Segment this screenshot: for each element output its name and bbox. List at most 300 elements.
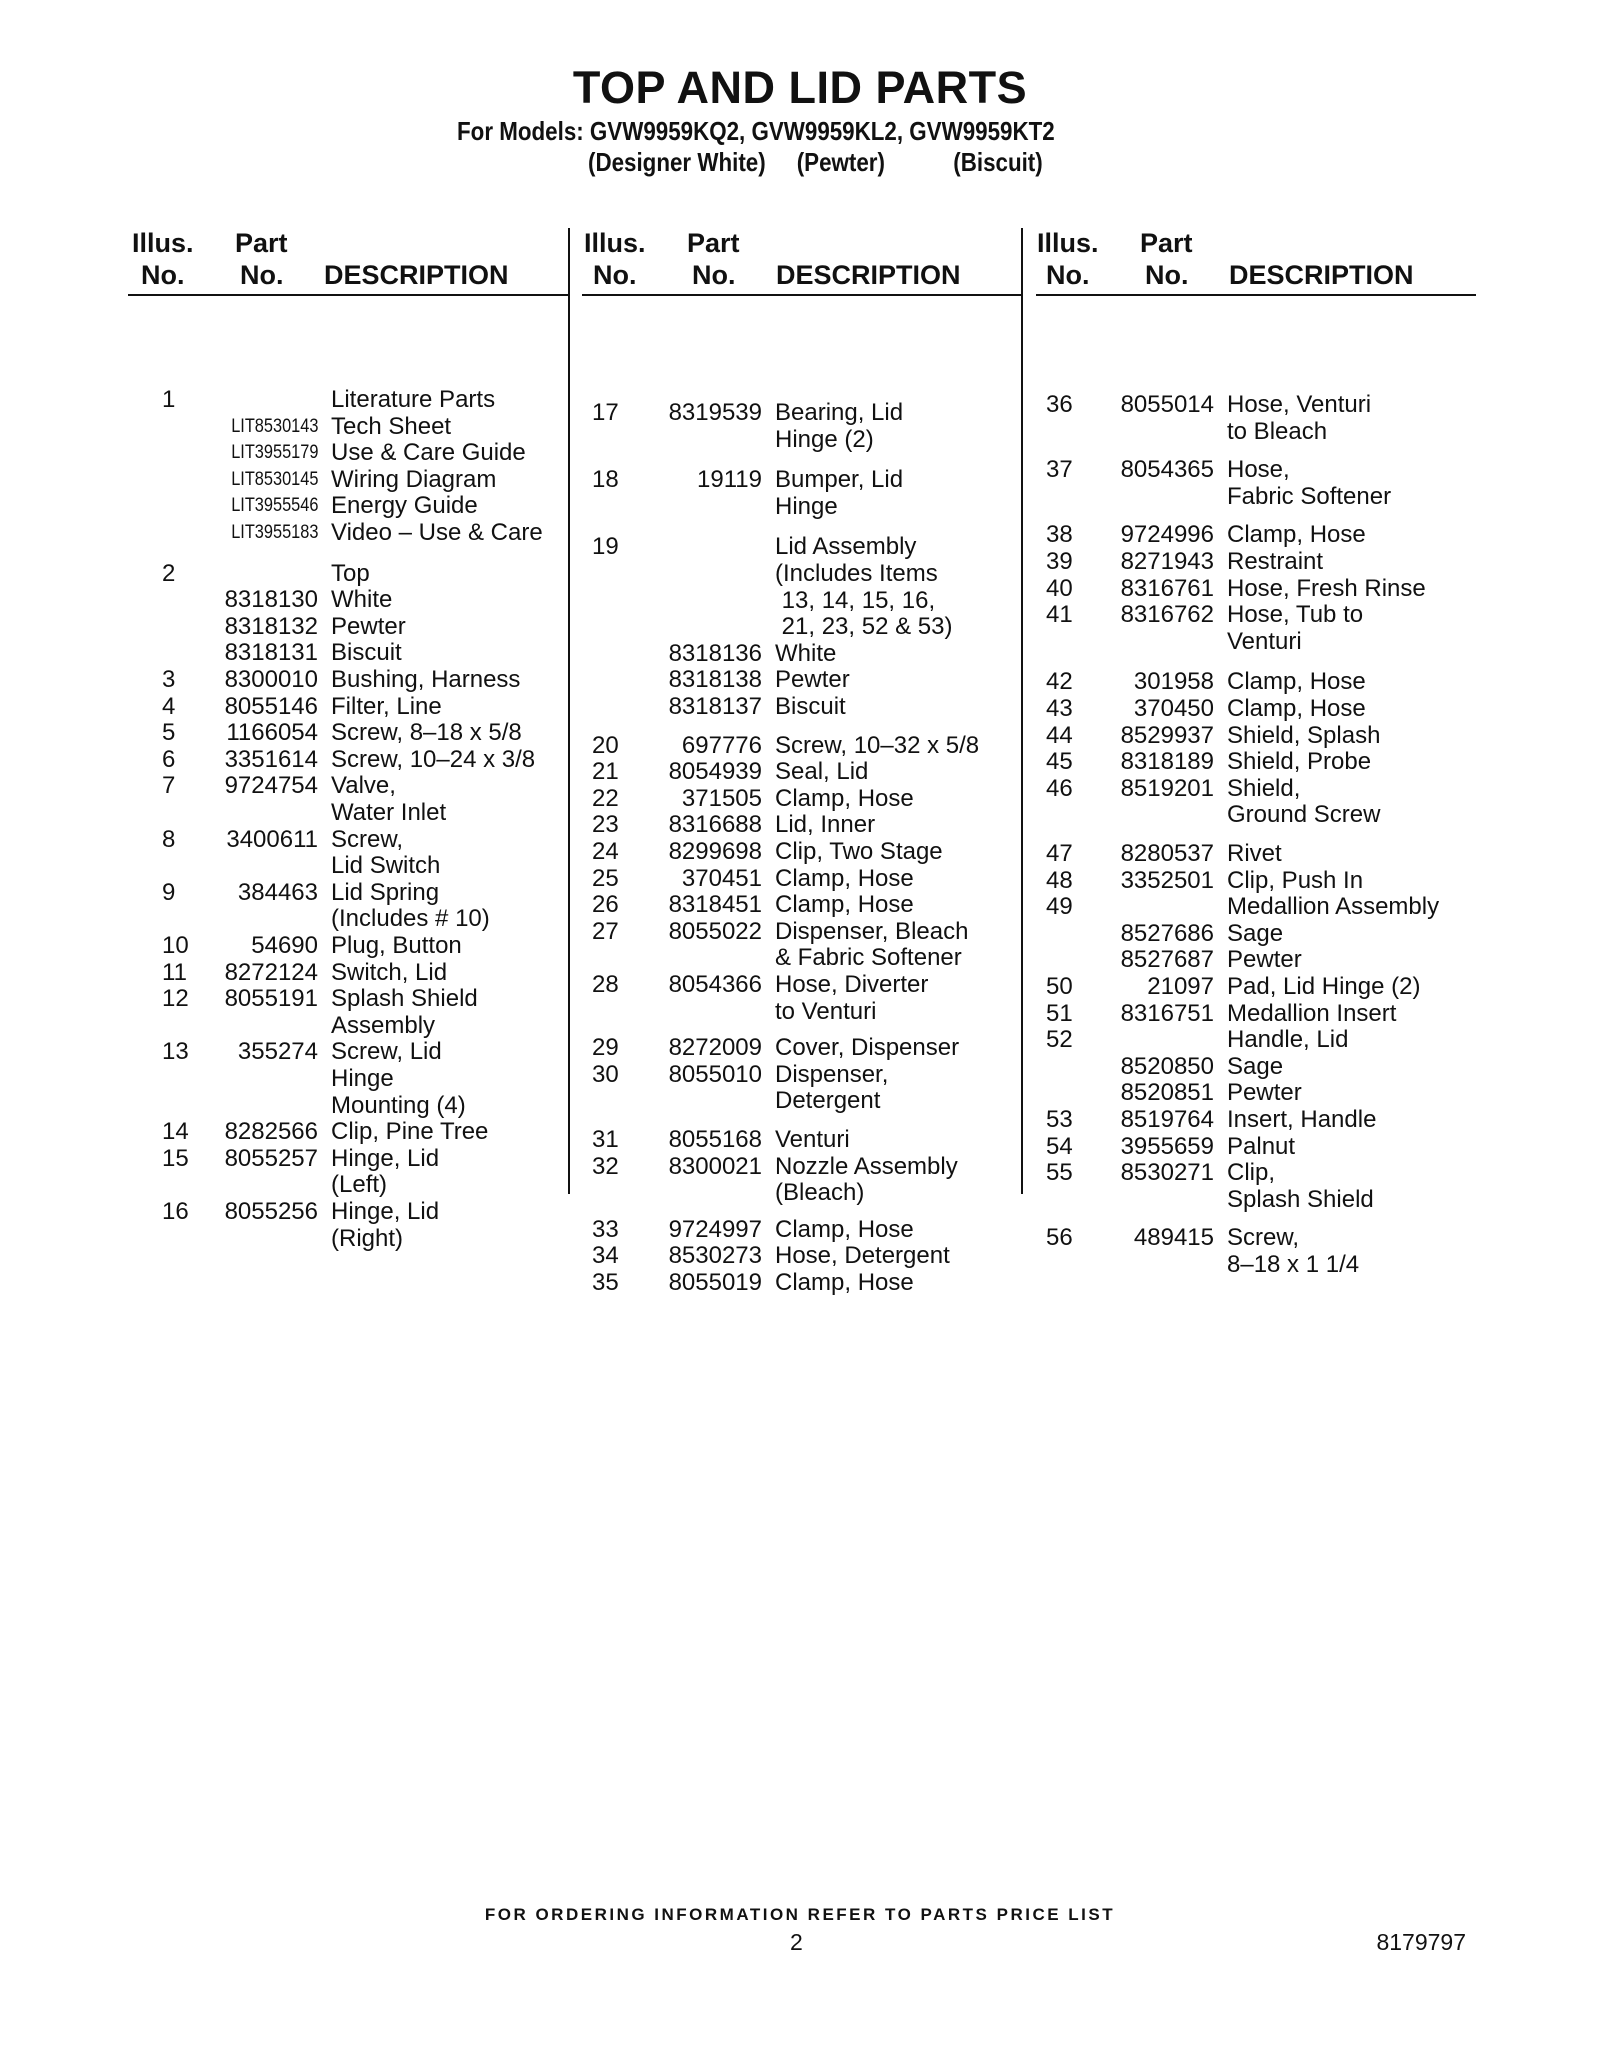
part-description: Water Inlet [331, 799, 447, 826]
part-number: 8520850 [1120, 1052, 1214, 1080]
header-illus-label: Illus. [584, 228, 646, 258]
part-description: Clip, Pine Tree [331, 1118, 489, 1146]
part-description: Clip, [1227, 1159, 1276, 1187]
part-description: Top [331, 559, 370, 587]
part-number: LIT3955183 [230, 522, 318, 543]
part-number: 8054365 [1120, 456, 1214, 484]
table-row [582, 838, 1022, 865]
table-row [1036, 722, 1476, 749]
illus-number: 6 [162, 745, 176, 773]
column-header [582, 228, 1022, 296]
illus-number: 36 [1046, 391, 1073, 418]
part-number: 9724996 [1120, 521, 1214, 549]
table-row [582, 693, 1022, 720]
part-number: 8299698 [668, 838, 762, 865]
table-row [128, 746, 568, 773]
part-number: 8318138 [668, 666, 762, 694]
part-number: 370450 [1133, 695, 1214, 722]
part-description: Clamp, Hose [775, 864, 914, 892]
part-description: Dispenser, [775, 1060, 889, 1088]
illus-number: 15 [162, 1144, 189, 1172]
table-row [582, 1034, 1022, 1061]
part-description: Clip, Push In [1227, 866, 1364, 894]
table-row [128, 386, 568, 413]
table-row [582, 732, 1022, 759]
part-description: Plug, Button [331, 932, 462, 959]
illus-number: 50 [1046, 973, 1073, 1000]
part-description: Bushing, Harness [331, 666, 521, 693]
part-description: Insert, Handle [1227, 1106, 1377, 1133]
part-number: 8527686 [1120, 919, 1214, 947]
table-row [128, 1198, 568, 1225]
table-row [128, 1145, 568, 1172]
illus-number: 19 [592, 533, 619, 561]
illus-number: 26 [592, 891, 619, 919]
header-part-label: Part [235, 228, 288, 258]
part-description: Hinge [331, 1065, 394, 1092]
part-number: 8318137 [668, 693, 762, 720]
part-number: 8272124 [224, 958, 318, 986]
header-part-no: No. [692, 260, 736, 290]
header-part-label: Part [687, 228, 740, 258]
illus-number: 35 [592, 1269, 619, 1296]
part-description: Venturi [1227, 627, 1302, 655]
part-description: Bumper, Lid [775, 466, 904, 494]
part-number: 3955659 [1120, 1132, 1214, 1160]
part-description: 13, 14, 15, 16, [775, 586, 936, 614]
header-part-no: No. [240, 260, 284, 290]
part-description: Handle, Lid [1227, 1026, 1349, 1054]
table-row [128, 1012, 568, 1039]
illus-number: 1 [162, 386, 176, 413]
table-row [128, 905, 568, 932]
table-row [1036, 867, 1476, 894]
table-row [128, 613, 568, 640]
illus-number: 52 [1046, 1026, 1073, 1054]
parts-column-3 [1036, 228, 1476, 1278]
illus-number: 51 [1046, 999, 1073, 1027]
header-illus-label: Illus. [132, 228, 194, 258]
illus-number: 44 [1046, 721, 1073, 749]
part-description: Hinge [775, 492, 838, 520]
part-number: 8300010 [224, 666, 318, 693]
table-row [128, 1171, 568, 1198]
part-description: Hose, Venturi [1227, 391, 1372, 418]
illus-number: 30 [592, 1060, 619, 1088]
header-illus-label: Illus. [1037, 228, 1099, 258]
part-description: Venturi [775, 1126, 850, 1153]
illus-number: 28 [592, 971, 619, 998]
part-description: Hose, Fresh Rinse [1227, 574, 1426, 602]
table-row [1036, 601, 1476, 628]
part-description: Screw, [331, 825, 404, 853]
part-description: White [331, 586, 393, 614]
part-description: Sage [1227, 1052, 1284, 1080]
table-row [128, 1038, 568, 1065]
part-description: Valve, [331, 772, 396, 800]
illus-number: 8 [162, 825, 176, 853]
part-description: Use & Care Guide [331, 439, 526, 467]
part-description: Nozzle Assembly [775, 1152, 958, 1180]
part-description: Video – Use & Care [331, 519, 543, 546]
part-number: 8055146 [224, 692, 318, 720]
part-description: Pewter [775, 666, 850, 694]
illus-number: 5 [162, 719, 176, 747]
table-row [128, 560, 568, 587]
part-description: (Right) [331, 1224, 404, 1252]
ordering-note: FOR ORDERING INFORMATION REFER TO PARTS PRICE LIST [484, 1905, 1116, 1924]
table-row [582, 1153, 1022, 1180]
table-row [1036, 521, 1476, 548]
part-number: 8054366 [668, 971, 762, 998]
table-row [582, 1087, 1022, 1114]
part-number: 8055022 [668, 917, 762, 945]
part-number: 8527687 [1120, 946, 1214, 974]
part-number: 3351614 [224, 745, 318, 773]
part-number: 8318132 [224, 612, 318, 640]
table-row [1036, 391, 1476, 418]
part-description: Clip, Two Stage [775, 838, 943, 865]
table-row [582, 399, 1022, 426]
table-row [1036, 695, 1476, 722]
part-description: Hose, Diverter [775, 971, 929, 998]
table-row [128, 492, 568, 519]
illus-number: 25 [592, 864, 619, 892]
part-description: Biscuit [775, 693, 846, 720]
part-description: Clamp, Hose [775, 891, 914, 919]
part-number: 8318451 [668, 891, 762, 919]
table-row [128, 693, 568, 720]
column-header [128, 228, 568, 296]
part-number: 8520851 [1120, 1079, 1214, 1107]
illus-number: 48 [1046, 866, 1073, 894]
part-number: 8318136 [668, 639, 762, 667]
part-description: Literature Parts [331, 386, 496, 413]
part-number: 8519764 [1120, 1106, 1214, 1133]
illus-number: 23 [592, 811, 619, 839]
table-row [582, 758, 1022, 785]
table-row [582, 560, 1022, 587]
part-number: 8318189 [1120, 748, 1214, 776]
table-row [582, 533, 1022, 560]
table-row [1036, 1053, 1476, 1080]
part-description: Pewter [331, 612, 406, 640]
part-number: 8055257 [224, 1144, 318, 1172]
part-description: (Includes # 10) [331, 905, 490, 933]
part-description: Screw, [1227, 1224, 1300, 1252]
part-number: 8280537 [1120, 840, 1214, 867]
table-row [128, 466, 568, 493]
part-description: 21, 23, 52 & 53) [775, 613, 953, 641]
part-description: Filter, Line [331, 692, 442, 720]
table-row [128, 852, 568, 879]
part-number: 8055168 [668, 1126, 762, 1153]
table-row [582, 785, 1022, 812]
column-divider [1021, 228, 1023, 1194]
part-description: (Left) [331, 1171, 388, 1199]
part-number: 8271943 [1120, 548, 1214, 575]
illus-number: 31 [592, 1126, 619, 1153]
table-row [1036, 1000, 1476, 1027]
illus-number: 46 [1046, 774, 1073, 802]
part-description: Pad, Lid Hinge (2) [1227, 973, 1421, 1000]
part-description: to Venturi [775, 997, 877, 1025]
part-description: Tech Sheet [331, 412, 452, 440]
column-divider [568, 228, 570, 1194]
part-description: Screw, 8–18 x 5/8 [331, 719, 522, 747]
part-description: Screw, Lid [331, 1038, 442, 1066]
table-row [582, 865, 1022, 892]
table-row [582, 891, 1022, 918]
column-header [1036, 228, 1476, 296]
table-row [128, 586, 568, 613]
part-description: to Bleach [1227, 417, 1328, 445]
header-part-no: No. [1145, 260, 1189, 290]
table-row [1036, 893, 1476, 920]
table-row [128, 772, 568, 799]
part-description: (Bleach) [775, 1179, 865, 1207]
illus-number: 12 [162, 985, 189, 1013]
part-number: LIT8530145 [230, 468, 318, 490]
table-row [128, 879, 568, 906]
part-description: Pewter [1227, 946, 1302, 974]
table-row [582, 426, 1022, 453]
part-description: Ground Screw [1227, 801, 1381, 829]
part-number: 8300021 [668, 1152, 762, 1180]
part-description: Energy Guide [331, 492, 478, 520]
illus-number: 7 [162, 772, 176, 800]
part-number: 8282566 [224, 1118, 318, 1146]
part-description: Screw, 10–32 x 5/8 [775, 731, 980, 759]
table-row [128, 639, 568, 666]
table-row [1036, 1079, 1476, 1106]
table-row [128, 985, 568, 1012]
table-row [582, 613, 1022, 640]
illus-number: 49 [1046, 893, 1073, 921]
part-number: 9724997 [668, 1215, 762, 1243]
part-description: Medallion Assembly [1227, 893, 1440, 921]
part-description: Wiring Diagram [331, 465, 497, 493]
part-description: Screw, 10–24 x 3/8 [331, 745, 536, 773]
table-row [1036, 456, 1476, 483]
table-row [1036, 548, 1476, 575]
table-row [128, 1225, 568, 1252]
part-number: 301958 [1133, 668, 1214, 696]
part-number: 8318131 [224, 639, 318, 667]
part-number: 8316761 [1120, 574, 1214, 602]
part-number: 8529937 [1120, 721, 1214, 749]
part-number: 8316688 [668, 811, 762, 839]
table-row [582, 640, 1022, 667]
illus-number: 4 [162, 692, 176, 720]
illus-number: 22 [592, 784, 619, 812]
table-row [128, 1092, 568, 1119]
part-number: 8055191 [224, 985, 318, 1013]
table-row [1036, 1224, 1476, 1251]
table-row [1036, 748, 1476, 775]
illus-number: 13 [162, 1038, 189, 1066]
table-row [1036, 575, 1476, 602]
illus-number: 56 [1046, 1224, 1073, 1252]
part-number: 8316762 [1120, 601, 1214, 629]
table-row [128, 799, 568, 826]
part-description: Clamp, Hose [775, 784, 914, 812]
part-number: 21097 [1147, 973, 1214, 1000]
table-row [582, 1269, 1022, 1296]
part-description: Rivet [1227, 840, 1282, 867]
part-description: Hinge (2) [775, 425, 874, 453]
part-description: Hose, Tub to [1227, 601, 1364, 629]
part-number: LIT8530143 [230, 415, 318, 437]
table-row [1036, 1159, 1476, 1186]
part-number: 8316751 [1120, 999, 1214, 1027]
header-description: DESCRIPTION [1229, 260, 1414, 290]
table-row [582, 466, 1022, 493]
table-row [128, 826, 568, 853]
part-number: 8055014 [1120, 391, 1214, 418]
table-row [128, 413, 568, 440]
illus-number: 41 [1046, 601, 1073, 629]
page-number: 2 [790, 1929, 803, 1955]
table-row [128, 959, 568, 986]
part-description: Switch, Lid [331, 958, 448, 986]
parts-column-1 [128, 228, 568, 1252]
illus-number: 24 [592, 838, 619, 865]
part-number: 8055010 [668, 1060, 762, 1088]
table-row [582, 1216, 1022, 1243]
header-part-label: Part [1140, 228, 1193, 258]
illus-number: 17 [592, 399, 619, 426]
part-number: 371505 [681, 784, 762, 812]
part-description: Hose, Detergent [775, 1242, 950, 1270]
part-number: 697776 [681, 731, 762, 759]
table-row [582, 998, 1022, 1025]
illus-number: 39 [1046, 548, 1073, 575]
document-number: 8179797 [1376, 1929, 1466, 1955]
part-description: Clamp, Hose [1227, 668, 1366, 696]
part-description: (Includes Items [775, 560, 938, 587]
page-title: TOP AND LID PARTS [572, 62, 1028, 113]
part-number: 355274 [237, 1038, 318, 1066]
table-row [582, 971, 1022, 998]
table-row [582, 1242, 1022, 1269]
part-number: 3352501 [1120, 866, 1214, 894]
illus-number: 14 [162, 1118, 189, 1146]
part-description: Fabric Softener [1227, 482, 1392, 510]
illus-number: 20 [592, 731, 619, 759]
table-row [128, 1118, 568, 1145]
part-description: Sage [1227, 919, 1284, 947]
table-row [1036, 668, 1476, 695]
header-illus-no: No. [1046, 260, 1090, 290]
table-row [582, 493, 1022, 520]
table-row [582, 1179, 1022, 1206]
table-row [1036, 1186, 1476, 1213]
illus-number: 21 [592, 758, 619, 786]
illus-number: 43 [1046, 695, 1073, 722]
part-description: Lid Assembly [775, 533, 917, 561]
table-row [582, 666, 1022, 693]
table-row [1036, 801, 1476, 828]
part-number: 9724754 [224, 772, 318, 800]
part-description: Mounting (4) [331, 1091, 466, 1119]
table-row [582, 944, 1022, 971]
part-description: Shield, Probe [1227, 748, 1372, 776]
header-description: DESCRIPTION [324, 260, 509, 290]
illus-number: 34 [592, 1242, 619, 1270]
table-row [128, 519, 568, 546]
part-description: Shield, [1227, 774, 1301, 802]
part-description: Lid Switch [331, 852, 441, 880]
part-number: 384463 [237, 878, 318, 906]
part-number: 370451 [681, 864, 762, 892]
illus-number: 40 [1046, 574, 1073, 602]
part-number: 8054939 [668, 758, 762, 786]
part-description: White [775, 639, 837, 667]
part-description: Shield, Splash [1227, 721, 1381, 749]
table-row [1036, 628, 1476, 655]
illus-number: 33 [592, 1215, 619, 1243]
illus-number: 32 [592, 1152, 619, 1180]
illus-number: 54 [1046, 1132, 1073, 1160]
parts-column-2 [582, 228, 1022, 1296]
illus-number: 18 [592, 466, 619, 494]
table-row [582, 587, 1022, 614]
part-number: 8318130 [224, 586, 318, 614]
part-number: 8519201 [1120, 774, 1214, 802]
part-description: Assembly [331, 1011, 436, 1039]
part-description: Hose, [1227, 456, 1290, 484]
part-description: Seal, Lid [775, 758, 869, 786]
part-description: Lid Spring [331, 878, 440, 906]
part-description: Restraint [1227, 548, 1324, 575]
part-number: 8055019 [668, 1269, 762, 1296]
table-row [582, 918, 1022, 945]
illus-number: 9 [162, 878, 176, 906]
table-row [128, 932, 568, 959]
part-description: Clamp, Hose [1227, 521, 1366, 549]
table-row [128, 439, 568, 466]
part-number: 489415 [1133, 1224, 1214, 1252]
part-description: Palnut [1227, 1132, 1296, 1160]
illus-number: 47 [1046, 840, 1073, 867]
part-number: LIT3955546 [230, 495, 318, 517]
illus-number: 55 [1046, 1159, 1073, 1187]
part-description: Biscuit [331, 639, 402, 667]
colors-subtitle: (Designer White) (Pewter) (Biscuit) [588, 147, 1043, 177]
part-number: 8530271 [1120, 1159, 1214, 1187]
part-description: Cover, Dispenser [775, 1034, 960, 1062]
illus-number: 3 [162, 666, 176, 693]
table-row [1036, 483, 1476, 510]
part-description: Splash Shield [1227, 1185, 1374, 1213]
part-description: Dispenser, Bleach [775, 917, 969, 945]
table-row [1036, 1106, 1476, 1133]
table-row [582, 1061, 1022, 1088]
part-description: Splash Shield [331, 985, 478, 1013]
table-row [1036, 1251, 1476, 1278]
table-row [1036, 1026, 1476, 1053]
table-row [1036, 840, 1476, 867]
table-row [128, 1065, 568, 1092]
part-description: & Fabric Softener [775, 944, 962, 972]
illus-number: 16 [162, 1198, 189, 1225]
header-illus-no: No. [593, 260, 637, 290]
part-description: Clamp, Hose [775, 1269, 914, 1296]
table-row [1036, 973, 1476, 1000]
part-number: 8055256 [224, 1198, 318, 1225]
part-number: 3400611 [226, 825, 318, 853]
